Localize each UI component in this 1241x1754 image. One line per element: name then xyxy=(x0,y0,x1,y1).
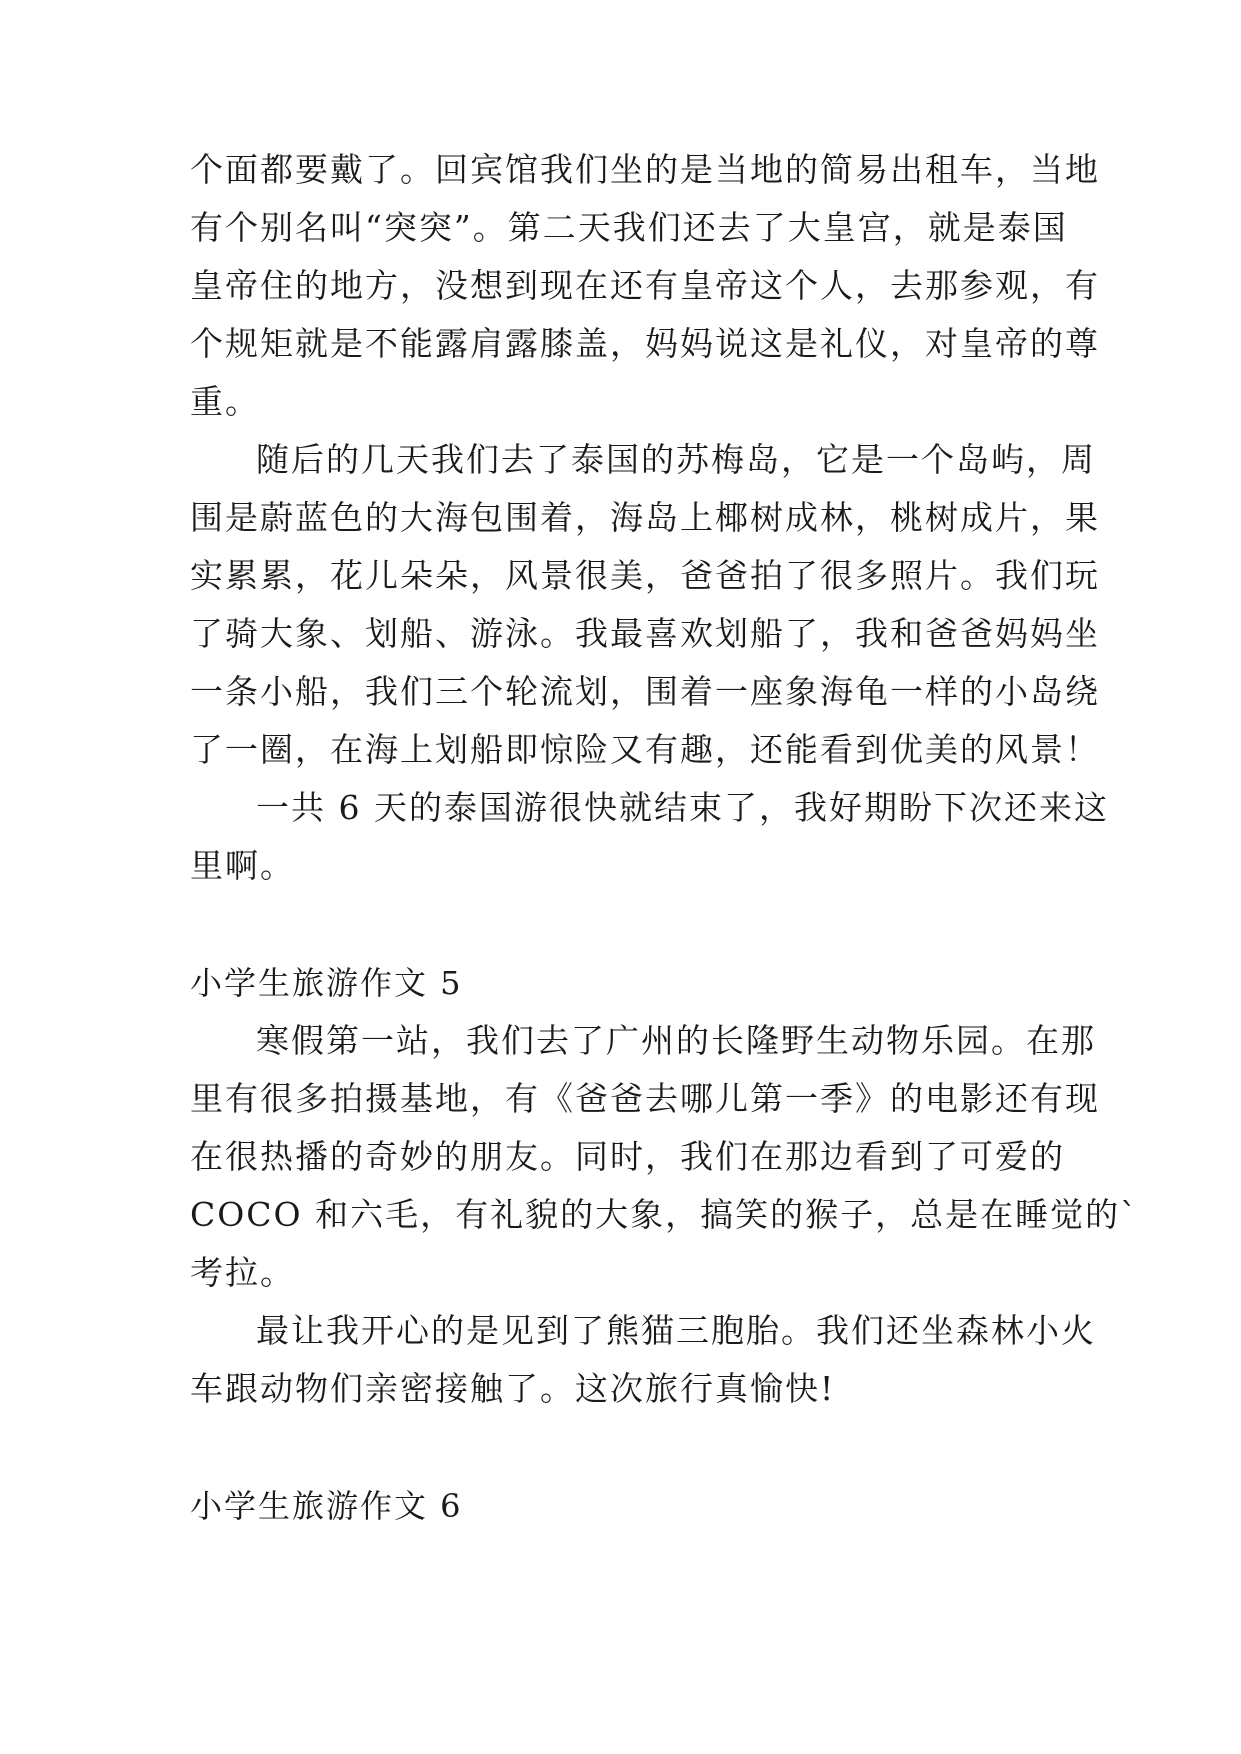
text-line: 车跟动物们亲密接触了。这次旅行真愉快! xyxy=(190,1369,836,1408)
text-line: 考拉。 xyxy=(190,1253,295,1292)
text-line: 在很热播的奇妙的朋友。同时，我们在那边看到了可爱的 xyxy=(190,1137,1065,1176)
text-line: 个面都要戴了。回宾馆我们坐的是当地的简易出租车，当地 xyxy=(190,150,1100,189)
text-line: 里有很多拍摄基地，有《爸爸去哪儿第一季》的电影还有现 xyxy=(190,1079,1100,1118)
text-line: 了骑大象、划船、游泳。我最喜欢划船了，我和爸爸妈妈坐 xyxy=(190,614,1100,653)
paragraph-start-line: 最让我开心的是见到了熊猫三胞胎。我们还坐森林小火 xyxy=(256,1311,1096,1350)
paragraph-start-line: 一共 6 天的泰国游很快就结束了，我好期盼下次还来这 xyxy=(256,788,1109,827)
text-line: 个规矩就是不能露肩露膝盖，妈妈说这是礼仪，对皇帝的尊 xyxy=(190,324,1100,363)
text-line: 皇帝住的地方，没想到现在还有皇帝这个人，去那参观，有 xyxy=(190,266,1100,305)
text-line: 重。 xyxy=(190,382,260,421)
section-heading: 小学生旅游作文 6 xyxy=(190,1487,463,1525)
text-line: 里啊。 xyxy=(190,846,295,885)
text-line: COCO 和六毛，有礼貌的大象，搞笑的猴子，总是在睡觉的` xyxy=(190,1195,1139,1234)
section-heading: 小学生旅游作文 5 xyxy=(190,964,463,1002)
text-line: 有个别名叫“突突”。第二天我们还去了大皇宫，就是泰国 xyxy=(190,208,1068,247)
text-line: 围是蔚蓝色的大海包围着，海岛上椰树成林，桃树成片，果 xyxy=(190,498,1100,537)
text-line: 实累累，花儿朵朵，风景很美，爸爸拍了很多照片。我们玩 xyxy=(190,556,1100,595)
paragraph-start-line: 随后的几天我们去了泰国的苏梅岛，它是一个岛屿，周 xyxy=(256,440,1096,479)
text-line: 了一圈，在海上划船即惊险又有趣，还能看到优美的风景！ xyxy=(190,730,1100,769)
text-line: 一条小船，我们三个轮流划，围着一座象海龟一样的小岛绕 xyxy=(190,672,1100,711)
paragraph-start-line: 寒假第一站，我们去了广州的长隆野生动物乐园。在那 xyxy=(256,1021,1096,1060)
